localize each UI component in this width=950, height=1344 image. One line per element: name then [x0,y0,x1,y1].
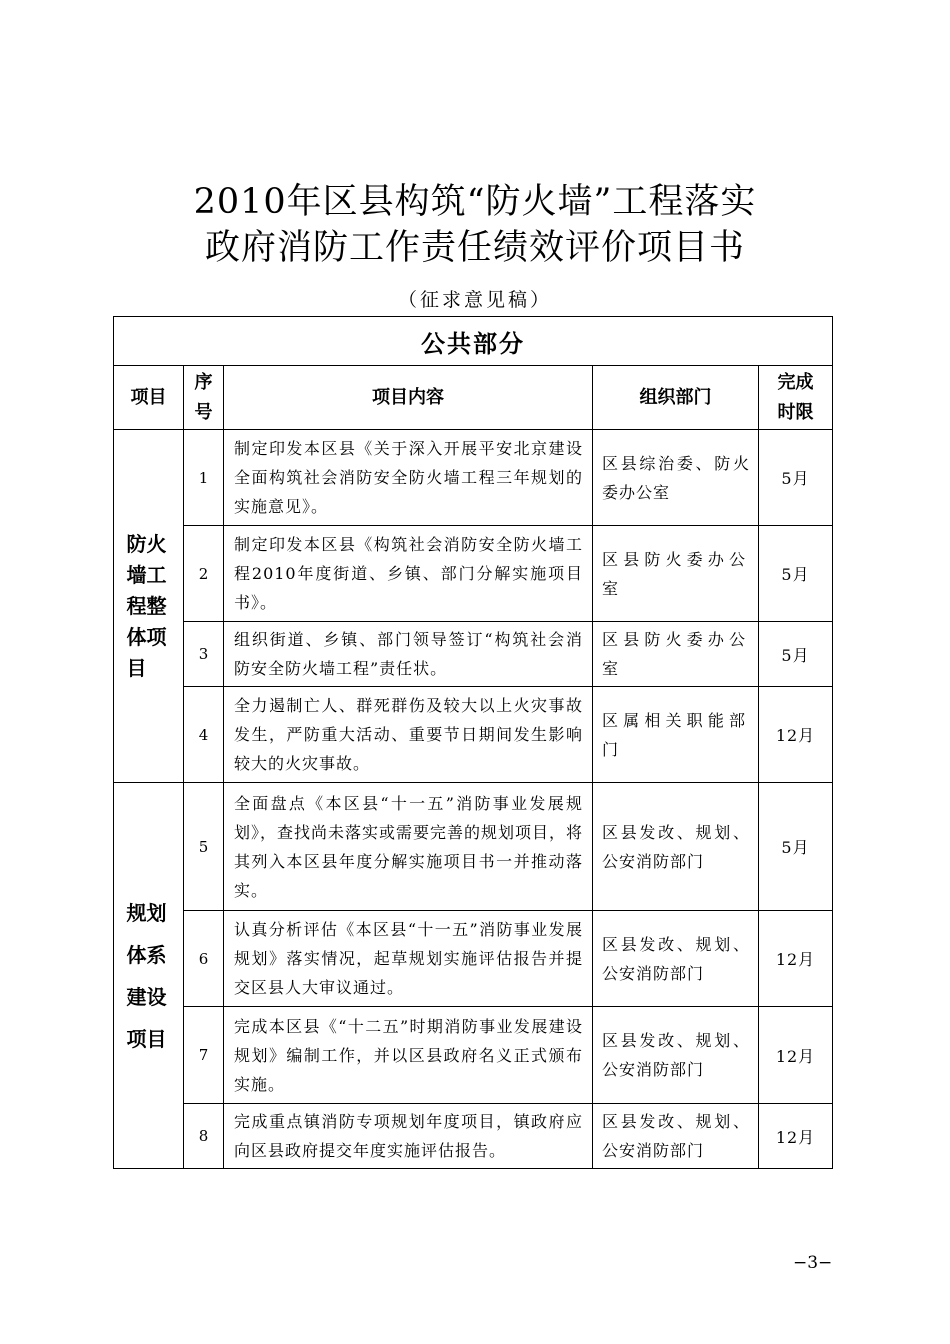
header-content: 项目内容 [224,366,593,430]
seq-cell: 5 [184,783,224,911]
header-project: 项目 [114,366,184,430]
limit-cell: 12月 [759,911,833,1007]
seq-cell: 1 [184,430,224,526]
category-cell [114,783,184,1169]
limit-cell: 5月 [759,622,833,687]
table-row [114,911,833,1007]
org-cell: 区县防火委办公室 [593,526,759,622]
table-row [114,430,833,526]
table-row [114,1104,833,1169]
limit-cell: 5月 [759,526,833,622]
header-row [114,366,833,430]
org-cell: 区县综治委、防火委办公室 [593,430,759,526]
org-cell: 区县发改、规划、公安消防部门 [593,911,759,1007]
limit-cell: 5月 [759,783,833,911]
category-label: 规划体系建设项目 [126,900,167,1051]
org-cell: 区县发改、规划、公安消防部门 [593,783,759,911]
content-cell: 组织街道、乡镇、部门领导签订“构筑社会消防安全防火墙工程”责任状。 [224,622,593,687]
content-cell: 认真分析评估《本区县“十一五”消防事业发展规划》落实情况，起草规划实施评估报告并提交区县人大审议通过。 [224,911,593,1007]
table-row [114,526,833,622]
content-cell: 制定印发本区县《关于深入开展平安北京建设全面构筑社会消防安全防火墙工程三年规划的实施意见》。 [224,430,593,526]
seq-cell: 4 [184,687,224,783]
section-title: 公共部分 [114,317,833,366]
content-cell: 完成本区县《“十二五”时期消防事业发展建设规划》编制工作，并以区县政府名义正式颁布实施。 [224,1007,593,1104]
seq-cell: 6 [184,911,224,1007]
org-cell: 区县发改、规划、公安消防部门 [593,1007,759,1104]
limit-cell: 12月 [759,1007,833,1104]
seq-cell: 8 [184,1104,224,1169]
header-seq: 序号 [184,366,224,430]
page-number: −3− [793,1253,833,1273]
limit-cell: 12月 [759,1104,833,1169]
section-title-row [114,317,833,366]
seq-cell: 3 [184,622,224,687]
category-cell [114,430,184,783]
header-org: 组织部门 [593,366,759,430]
table-row [114,783,833,911]
evaluation-table [113,316,833,1169]
table-row [114,622,833,687]
content-cell: 制定印发本区县《构筑社会消防安全防火墙工程2010年度街道、乡镇、部门分解实施项目书》。 [224,526,593,622]
content-cell: 全面盘点《本区县“十一五”消防事业发展规划》，查找尚未落实或需要完善的规划项目，将其列入本区县年度分解实施项目书一并推动落实。 [224,783,593,911]
table-row [114,687,833,783]
title-line-1: 2010年区县构筑“防火墙”工程落实 [193,182,757,222]
org-cell: 区属相关职能部门 [593,687,759,783]
subtitle: （征求意见稿） [397,289,552,311]
limit-cell: 12月 [759,687,833,783]
table-row [114,1007,833,1104]
limit-cell: 5月 [759,430,833,526]
seq-cell: 2 [184,526,224,622]
seq-cell: 7 [184,1007,224,1104]
category-label: 防火墙工程整体项目 [126,531,167,680]
content-cell: 完成重点镇消防专项规划年度项目，镇政府应向区县政府提交年度实施评估报告。 [224,1104,593,1169]
org-cell: 区县防火委办公室 [593,622,759,687]
content-cell: 全力遏制亡人、群死群伤及较大以上火灾事故发生，严防重大活动、重要节日期间发生影响较大的火灾事故。 [224,687,593,783]
header-limit: 完成时限 [759,366,833,430]
org-cell: 区县发改、规划、公安消防部门 [593,1104,759,1169]
title-line-2: 政府消防工作责任绩效评价项目书 [204,228,745,268]
